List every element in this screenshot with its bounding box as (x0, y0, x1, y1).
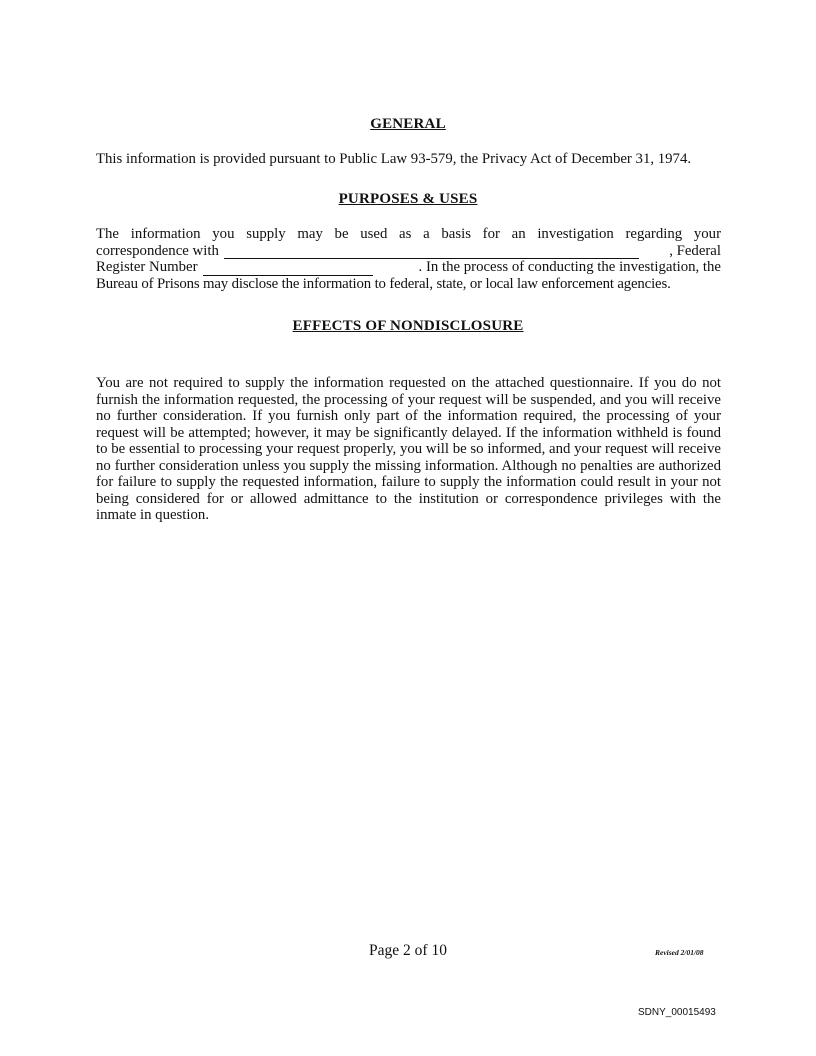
register-number-label: Register Number (96, 259, 198, 275)
revision-date: Revised 2/01/08 (655, 948, 704, 957)
federal-label: , Federal (669, 242, 721, 259)
purposes-heading: PURPOSES & USES (338, 191, 478, 207)
purposes-line-1-text: The information you supply may be used as a basis for an investigation regarding your (96, 226, 721, 242)
correspondent-name-blank (224, 245, 639, 259)
purposes-line-4 (96, 276, 721, 293)
nondisclosure-paragraph: You are not required to supply the information requested on the attached questionnaire. If you do not furnish the information requested, the processing of your request will be suspended, and you will receive no further consideration. If you furnish only part of the information required, the processing of your request will be attempted; however, it may be significantly delayed. If the information withheld is found to be essential to processing your request properly, you will be so informed, and your request will receive no further consideration unless you supply the missing information. Although no penalties are authorized for failure to supply the requested information, failure to supply the information could result in your not being considered for or allowed admittance to the institution or correspondence privileges with the inmate in question. (96, 375, 721, 523)
purposes-line-1 (96, 226, 721, 243)
purposes-line-3 (96, 259, 721, 276)
purposes-line-4-text: Bureau of Prisons may disclose the information to federal, state, or local law enforcement agencies. (96, 275, 671, 292)
investigation-text: . In the process of conducting the investigation, the (418, 259, 721, 275)
bates-number: SDNY_00015493 (638, 1007, 716, 1018)
nondisclosure-heading: EFFECTS OF NONDISCLOSURE (292, 318, 524, 334)
page-number: Page 2 of 10 (369, 942, 447, 959)
correspondence-label: correspondence with (96, 242, 219, 259)
purposes-paragraph (96, 226, 721, 292)
general-heading: GENERAL (370, 116, 446, 132)
purposes-line-2 (96, 243, 721, 260)
register-number-blank (203, 262, 373, 276)
general-text: This information is provided pursuant to Public Law 93-579, the Privacy Act of December 31, 1974. (96, 151, 692, 167)
